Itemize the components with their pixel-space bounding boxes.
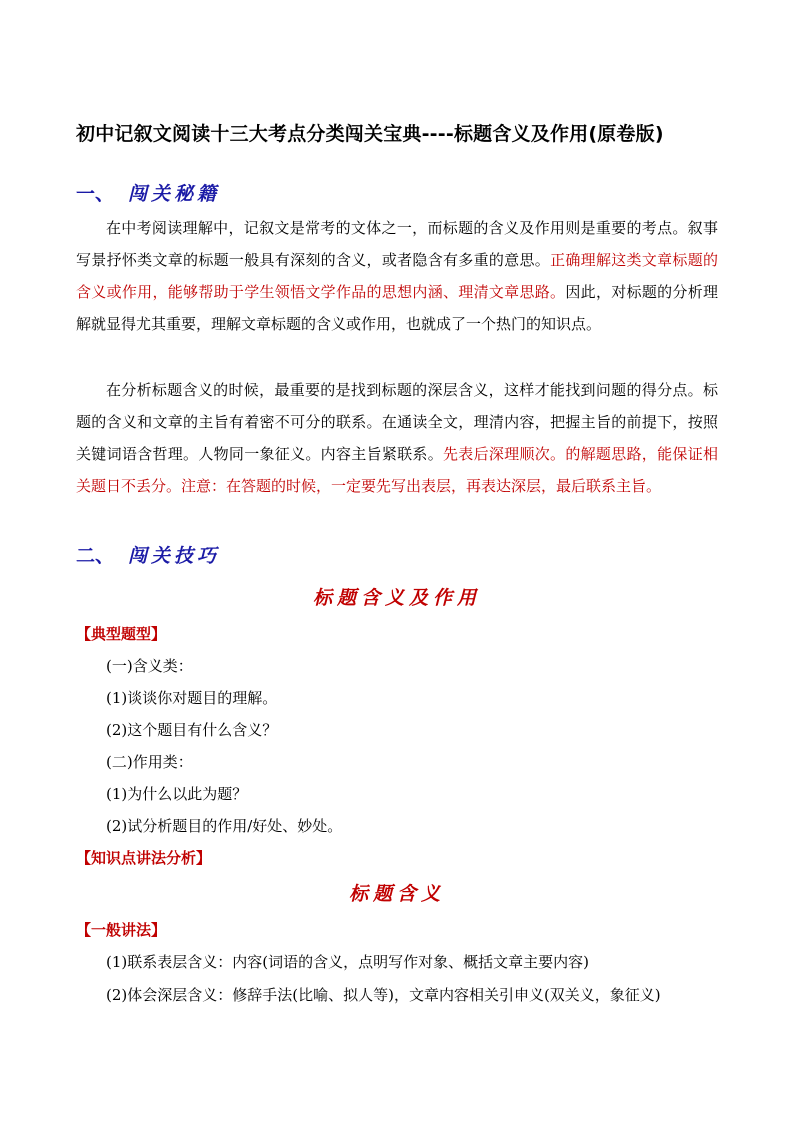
typical-question-label: 【典型题型】: [76, 625, 167, 643]
paragraph-intro: [76, 212, 718, 340]
list-item: (1)为什么以此为题？: [106, 785, 248, 803]
paragraph-analysis: [76, 374, 718, 502]
list-item: (二)作用类：: [106, 753, 193, 771]
highlighted-text: 正确理解这类文章标题的含义或作用，能够帮助于学生领悟文学作品的思想内涵、理清文章思路。: [76, 251, 718, 301]
list-item: (一)含义类：: [106, 657, 193, 675]
list-item: (2)试分析题目的作用/好处、妙处。: [106, 817, 343, 835]
paragraph-text: 在分析标题含义的时候，最重要的是找到标题的深层含义，这样才能找到问题的得分点。标题的含义和文章的主旨有着密不可分的联系。在通读全文，理清内容，把握主旨的前提下，按照关键词语含哲理。人物同一象征义。内容主旨紧联系。: [76, 381, 718, 463]
list-item: (1)联系表层含义：内容(词语的含义，点明写作对象、概括文章主要内容): [106, 953, 589, 971]
section-heading-1: [76, 180, 220, 208]
knowledge-label: 【知识点讲法分析】: [76, 849, 212, 867]
section-heading-2: [76, 542, 220, 570]
document-title: 初中记叙文阅读十三大考点分类闯关宝典----标题含义及作用(原卷版): [76, 123, 664, 145]
highlighted-text: 先表后深理顺次。的解题思路，能保证相关题日不丢分。注意：在答题的时候，一定要先写出表层，再表达深层，最后联系主旨。: [76, 445, 718, 495]
section-number: 二、: [76, 545, 115, 567]
paragraph-text: 在中考阅读理解中，记叙文是常考的文体之一，而标题的含义及作用则是重要的考点。叙事写景抒怀类文章的标题一般具有深刻的含义，或者隐含有多重的意思。: [76, 219, 718, 269]
section-title: 闯关秘籍: [128, 183, 221, 205]
subtopic-heading: 标题含义: [348, 883, 445, 905]
section-number: 一、: [76, 183, 115, 205]
section-title: 闯关技巧: [128, 545, 221, 567]
topic-heading: 标题含义及作用: [312, 587, 481, 609]
list-item: (1)谈谈你对题目的理解。: [106, 689, 278, 707]
general-method-label: 【一般讲法】: [76, 921, 167, 939]
list-item: (2)体会深层含义：修辞手法(比喻、拟人等)，文章内容相关引申义(双关义，象征义): [106, 986, 661, 1004]
paragraph-text: 因此，对标题的分析理解就显得尤其重要，理解文章标题的含义或作用，也就成了一个热门的知识点。: [76, 283, 718, 333]
list-item: (2)这个题目有什么含义？: [106, 721, 278, 739]
